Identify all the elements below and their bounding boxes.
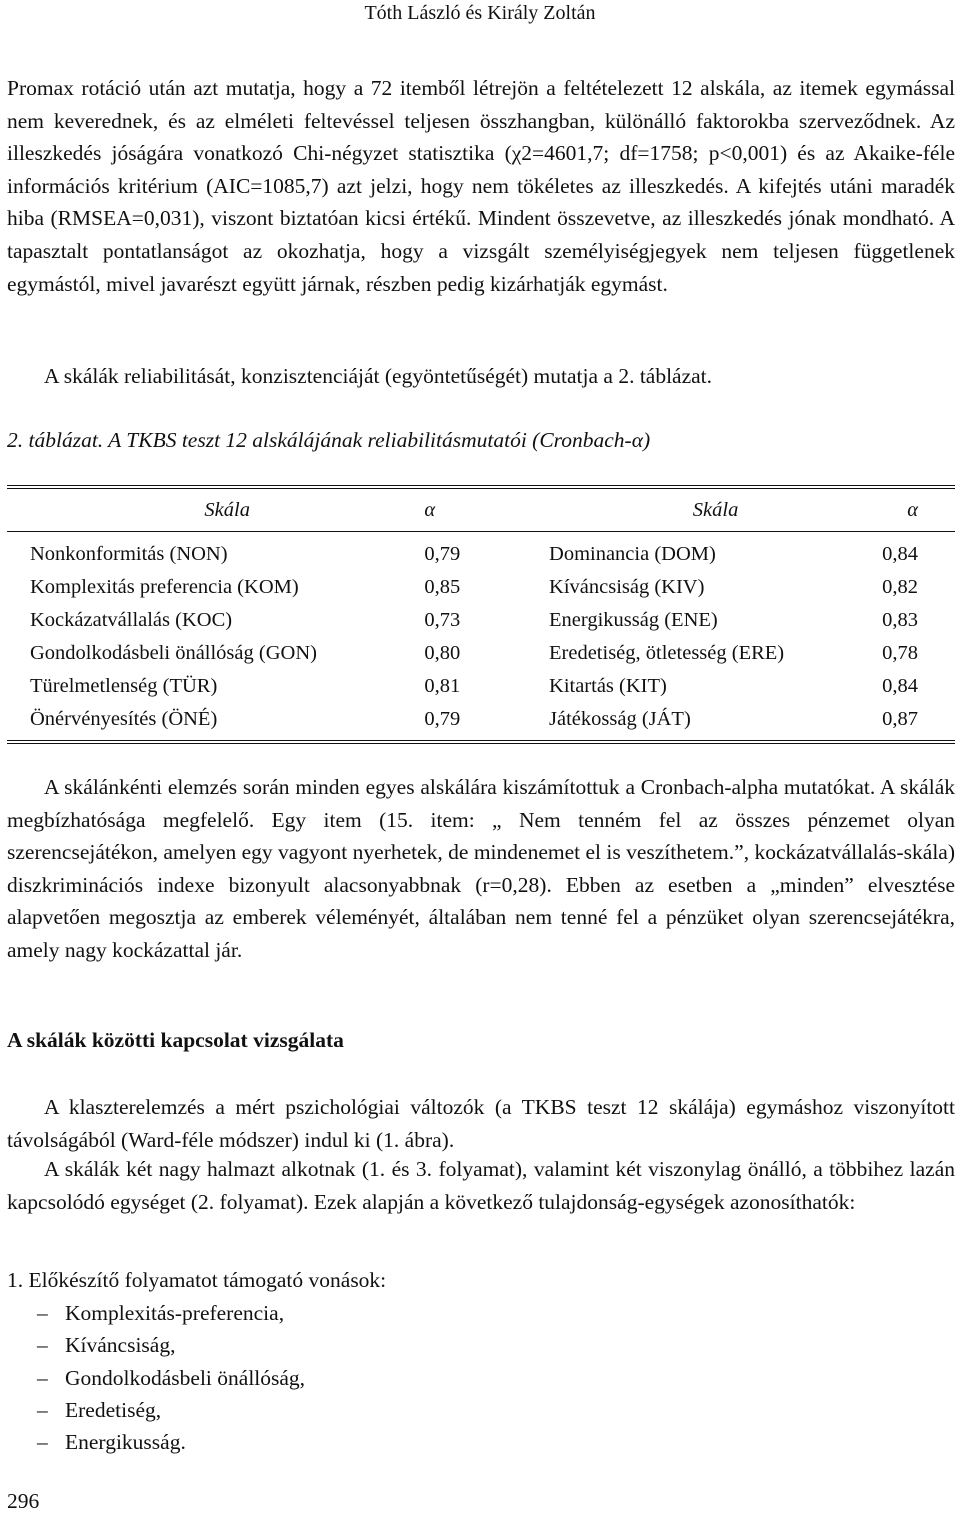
table-cell: 0,85 (424, 576, 461, 598)
table-cell: 0,79 (424, 543, 461, 565)
table-cell: 0,80 (424, 642, 461, 664)
table-cell: 0,73 (424, 609, 461, 631)
dash-bullet-icon: – (37, 1333, 48, 1358)
list-item-text: Komplexitás-preferencia, (65, 1301, 285, 1325)
table-cell: Energikusság (ENE) (549, 609, 718, 631)
table-cell: Gondolkodásbeli önállóság (GON) (30, 642, 317, 664)
table-row (7, 670, 955, 703)
table-cell: 0,81 (424, 675, 461, 697)
paragraph-cronbach-analysis: A skálánkénti elemzés során minden egyes alskálára kiszámítottuk a Cronbach-alpha mutatókat. A skálák megbízhatósága megfelelő. Egy item (15. item: „ Nem tenném fel az összes pénzemet olyan szerencsejátékon, amelyen egy vagyont nyerhetek, de mindenemet el is veszíthetem.”, kockázatvállalás-skála) diszkriminációs indexe bizonyult alacsonyabbnak (r=0,28). Ebben az esetben a „minden” elvesztése alapvetően megosztja az emberek véleményét, általában nem tenné fel a pénzüket olyan szerencsejátékra, amely nagy kockázattal jár. (7, 775, 955, 962)
table-cell: 0,87 (882, 708, 918, 730)
paragraph-cluster-groups: A skálák két nagy halmazt alkotnak (1. és 3. folyamat), valamint két viszonylag önálló, a többihez lazán kapcsolódó egységet (2. folyamat). Ezek alapján a következő tulajdonság-egységek azonosíthatók: (7, 1157, 955, 1214)
table-cell: Játékosság (JÁT) (549, 708, 691, 730)
dash-bullet-icon: – (37, 1430, 48, 1455)
list-item (37, 1362, 305, 1394)
table-bottom-rule (7, 740, 955, 744)
paragraph-cluster-analysis: A klaszterelemzés a mért pszichológiai változók (a TKBS teszt 12 skálája) egymáshoz viszonyított távolságából (Ward-féle módszer) indul ki (1. ábra). (7, 1095, 955, 1152)
table-cell: Türelmetlenség (TÜR) (30, 675, 218, 697)
table-row (7, 571, 955, 604)
header-scale-right: Skála (692, 498, 739, 521)
list-item-text: Kíváncsiság, (65, 1333, 176, 1358)
table-cell: 0,82 (882, 576, 918, 598)
table-cell: Kockázatvállalás (KOC) (30, 609, 233, 631)
table-grid (7, 489, 955, 736)
list-item-text: Energikusság. (65, 1430, 186, 1455)
dash-bullet-icon: – (37, 1301, 48, 1325)
trait-list (37, 1297, 305, 1458)
table-caption: 2. táblázat. A TKBS teszt 12 alskálájának reliabilitásmutatói (Cronbach-α) (7, 428, 651, 452)
paragraph-promax-results: Promax rotáció után azt mutatja, hogy a 72 itemből létrejön a feltételezett 12 alskála, az itemek egymással nem keverednek, és az elméleti feltevéssel teljesen összhangban, különálló faktorokba szerveződnek. Az illeszkedés jóságára vonatkozó Chi-négyzet statisztika (χ2=4601,7; df=1758; p<0,001) és az Akaike-féle információs kritérium (AIC=1085,7) azt jelzi, hogy nem tökéletes az illeszkedés. A kifejtés utáni maradék hiba (RMSEA=0,031), viszont biztatóan kicsi értékű. Mindent összevetve, az illeszkedés jónak mondható. A tapasztalt pontatlanságot az okozhatja, hogy a vizsgált személyiségjegyek nem teljesen függetlenek egymástól, mivel javarészt együtt járnak, részben pedig kizárhatják egymást. (7, 76, 955, 296)
header-alpha-left: α (424, 498, 436, 521)
table-cell: Kíváncsiság (KIV) (549, 576, 705, 598)
table-cell: 0,83 (882, 609, 918, 631)
table-cell: 0,79 (424, 708, 461, 730)
table-cell: Önérvényesítés (ÖNÉ) (30, 708, 218, 730)
paragraph-table-reference: A skálák reliabilitását, konzisztenciáját (egyöntetűségét) mutatja a 2. táblázat. (44, 364, 713, 388)
table-cell: 0,78 (882, 642, 918, 664)
table-cell: Komplexitás preferencia (KOM) (30, 576, 299, 598)
list-item-text: Gondolkodásbeli önállóság, (65, 1365, 306, 1390)
list-item (37, 1426, 305, 1458)
list-item-text: Eredetiség, (65, 1397, 162, 1422)
list-item (37, 1394, 305, 1426)
section-heading: A skálák közötti kapcsolat vizsgálata (7, 1028, 344, 1052)
dash-bullet-icon: – (37, 1365, 48, 1390)
dash-bullet-icon: – (37, 1397, 48, 1422)
table-cell: 0,84 (882, 675, 918, 697)
table-header-row (7, 489, 955, 532)
table-row (7, 637, 955, 670)
table-cell: Nonkonformitás (NON) (30, 543, 228, 565)
header-scale-left: Skála (204, 498, 250, 521)
list-item (37, 1297, 305, 1329)
table-row (7, 532, 955, 571)
list-item (37, 1329, 305, 1361)
list-heading: 1. Előkészítő folyamatot támogató vonások: (7, 1268, 387, 1292)
table-cell: Kitartás (KIT) (549, 675, 667, 697)
reliability-table (7, 485, 955, 744)
table-row (7, 604, 955, 637)
table-cell: Eredetiség, ötletesség (ERE) (549, 642, 785, 664)
running-header: Tóth László és Király Zoltán (364, 2, 596, 24)
table-cell: Dominancia (DOM) (549, 543, 716, 565)
table-cell: 0,84 (882, 543, 918, 565)
page-number: 296 (7, 1489, 40, 1513)
header-alpha-right: α (907, 498, 918, 521)
table-row (7, 703, 955, 736)
